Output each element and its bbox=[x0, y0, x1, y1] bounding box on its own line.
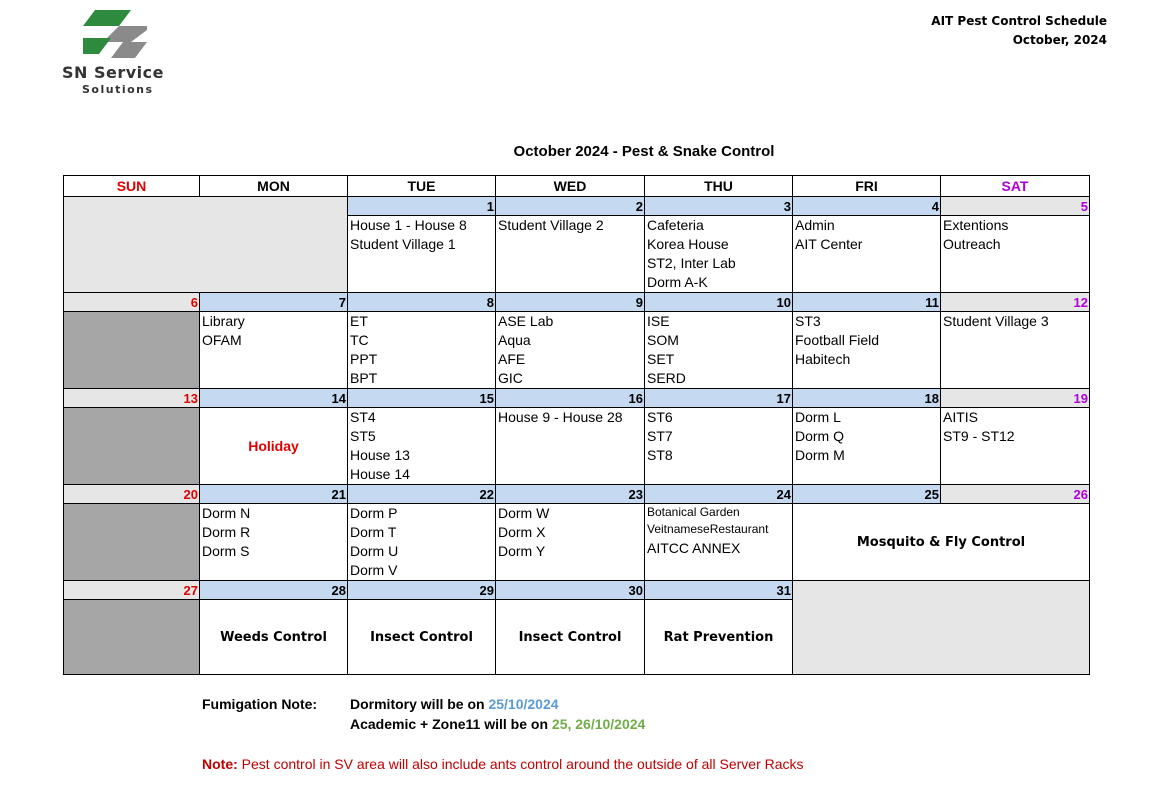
day-cell bbox=[200, 600, 348, 675]
schedule-title: AIT Pest Control Schedule bbox=[931, 14, 1107, 28]
date-number: 22 bbox=[348, 485, 496, 504]
date-number: 19 bbox=[941, 389, 1090, 408]
day-cell: Extentions Outreach bbox=[941, 216, 1090, 293]
date-number: 28 bbox=[200, 581, 348, 600]
footer-note bbox=[202, 756, 804, 772]
day-cell: Cafeteria Korea House ST2, Inter Lab Dorm A-K bbox=[645, 216, 793, 293]
day-header-sun: SUN bbox=[64, 176, 200, 197]
content-row bbox=[64, 504, 1090, 581]
date-number: 27 bbox=[64, 581, 200, 600]
date-number: 21 bbox=[200, 485, 348, 504]
date-number: 15 bbox=[348, 389, 496, 408]
day-cell: Botanical Garden VeitnameseRestaurant AITCC ANNEX bbox=[645, 504, 793, 581]
sn-logo-icon bbox=[75, 8, 155, 60]
date-number: 24 bbox=[645, 485, 793, 504]
date-number: 30 bbox=[496, 581, 645, 600]
day-header-wed: WED bbox=[496, 176, 645, 197]
date-row bbox=[64, 197, 1090, 216]
date-number: 7 bbox=[200, 293, 348, 312]
date-number: 17 bbox=[645, 389, 793, 408]
day-cell: ST4 ST5 House 13 House 14 bbox=[348, 408, 496, 485]
day-cell: Library OFAM bbox=[200, 312, 348, 389]
note-label: Note: bbox=[202, 756, 238, 772]
date-number: 2 bbox=[496, 197, 645, 216]
fumigation-label: Fumigation Note: bbox=[202, 696, 318, 712]
date-number: 1 bbox=[348, 197, 496, 216]
blank-cell bbox=[64, 197, 348, 293]
date-row bbox=[64, 485, 1090, 504]
insect-control-label: Insect Control bbox=[370, 630, 473, 645]
sunday-blank-cell bbox=[64, 600, 200, 675]
date-number: 14 bbox=[200, 389, 348, 408]
weekday-header-row bbox=[64, 176, 1090, 197]
content-row bbox=[64, 312, 1090, 389]
insect-control-label: Insect Control bbox=[518, 630, 622, 645]
day-cell: Dorm W Dorm X Dorm Y bbox=[496, 504, 645, 581]
header-info bbox=[931, 12, 1107, 50]
holiday-label: Holiday bbox=[248, 437, 299, 454]
day-cell: ST6 ST7 ST8 bbox=[645, 408, 793, 485]
date-number: 25 bbox=[793, 485, 941, 504]
schedule-month: October, 2024 bbox=[1012, 33, 1107, 47]
date-number: 29 bbox=[348, 581, 496, 600]
day-cell bbox=[496, 600, 645, 675]
date-row bbox=[64, 293, 1090, 312]
date-row bbox=[64, 389, 1090, 408]
mosquito-fly-cell bbox=[793, 504, 1090, 581]
mosquito-fly-label: Mosquito & Fly Control bbox=[856, 535, 1026, 550]
day-cell: Student Village 3 bbox=[941, 312, 1090, 389]
date-number: 11 bbox=[793, 293, 941, 312]
day-cell: ASE Lab Aqua AFE GIC bbox=[496, 312, 645, 389]
date-number: 20 bbox=[64, 485, 200, 504]
calendar-table bbox=[63, 175, 1090, 675]
day-cell bbox=[200, 408, 348, 485]
dorm-date: 25/10/2024 bbox=[488, 696, 559, 712]
date-number: 12 bbox=[941, 293, 1090, 312]
date-number: 9 bbox=[496, 293, 645, 312]
day-cell: Student Village 2 bbox=[496, 216, 645, 293]
note-text: Pest control in SV area will also include ants control around the outside of all Server Racks bbox=[241, 756, 804, 772]
blank-cell bbox=[793, 581, 1090, 675]
sunday-blank-cell bbox=[64, 408, 200, 485]
date-number: 23 bbox=[496, 485, 645, 504]
day-cell: ISE SOM SET SERD bbox=[645, 312, 793, 389]
day-cell bbox=[348, 600, 496, 675]
fumigation-line-2: Academic + Zone11 will be on 25, 26/10/2024 bbox=[350, 716, 646, 732]
date-number: 3 bbox=[645, 197, 793, 216]
day-cell bbox=[645, 600, 793, 675]
rat-prevention-label: Rat Prevention bbox=[663, 630, 774, 645]
day-cell: Dorm L Dorm Q Dorm M bbox=[793, 408, 941, 485]
day-cell: House 1 - House 8 Student Village 1 bbox=[348, 216, 496, 293]
day-header-sat: SAT bbox=[941, 176, 1090, 197]
date-number: 16 bbox=[496, 389, 645, 408]
day-cell: House 9 - House 28 bbox=[496, 408, 645, 485]
day-cell: Dorm P Dorm T Dorm U Dorm V bbox=[348, 504, 496, 581]
day-cell: ST3 Football Field Habitech bbox=[793, 312, 941, 389]
logo-sub-text: Solutions bbox=[82, 83, 154, 96]
date-number: 6 bbox=[64, 293, 200, 312]
day-cell: AITIS ST9 - ST12 bbox=[941, 408, 1090, 485]
day-cell: Admin AIT Center bbox=[793, 216, 941, 293]
day-header-tue: TUE bbox=[348, 176, 496, 197]
date-number: 13 bbox=[64, 389, 200, 408]
content-row bbox=[64, 408, 1090, 485]
academic-date: 25, 26/10/2024 bbox=[551, 716, 646, 732]
weeds-control-label: Weeds Control bbox=[220, 630, 327, 645]
date-number: 4 bbox=[793, 197, 941, 216]
sunday-blank-cell bbox=[64, 312, 200, 389]
logo-brand-text: SN Service bbox=[62, 63, 164, 82]
date-number: 8 bbox=[348, 293, 496, 312]
day-header-thu: THU bbox=[645, 176, 793, 197]
date-number: 31 bbox=[645, 581, 793, 600]
day-header-fri: FRI bbox=[793, 176, 941, 197]
calendar-title: October 2024 - Pest & Snake Control bbox=[513, 143, 775, 160]
date-row bbox=[64, 581, 1090, 600]
fumigation-line-1: Dormitory will be on 25/10/2024 bbox=[350, 696, 559, 712]
date-number: 5 bbox=[941, 197, 1090, 216]
sunday-blank-cell bbox=[64, 504, 200, 581]
day-cell: Dorm N Dorm R Dorm S bbox=[200, 504, 348, 581]
company-logo bbox=[60, 8, 180, 98]
date-number: 26 bbox=[941, 485, 1090, 504]
day-header-mon: MON bbox=[200, 176, 348, 197]
date-number: 10 bbox=[645, 293, 793, 312]
day-cell: ET TC PPT BPT bbox=[348, 312, 496, 389]
date-number: 18 bbox=[793, 389, 941, 408]
